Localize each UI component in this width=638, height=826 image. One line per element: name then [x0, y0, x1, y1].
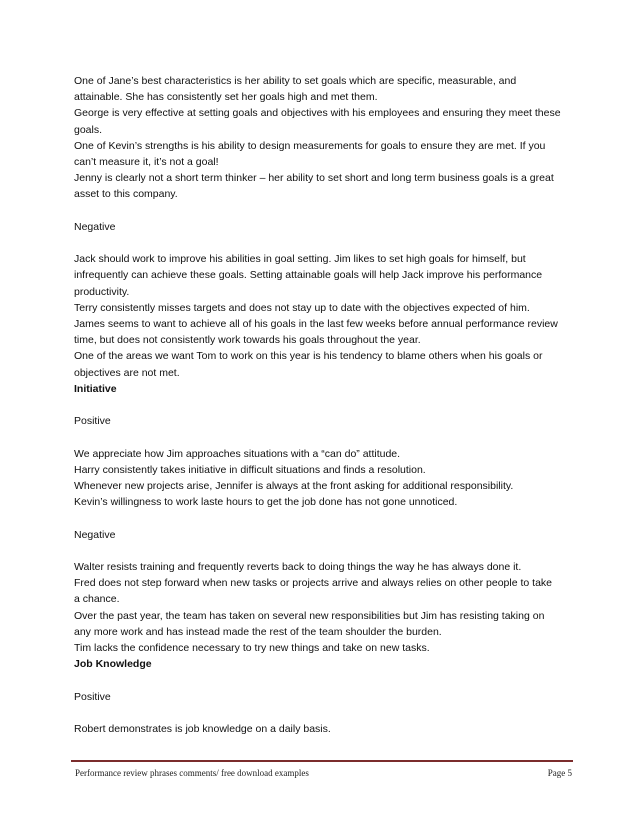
- blank-line: [74, 672, 574, 688]
- text-line: One of the areas we want Tom to work on this year is his tendency to blame others when his goals or: [74, 350, 543, 363]
- page-number: Page 5: [547, 768, 572, 778]
- text-line: Robert demonstrates is job knowledge on a daily basis.: [74, 723, 331, 735]
- text-line: objectives are not met.: [74, 366, 180, 379]
- blank-line: [74, 543, 574, 559]
- subheading-positive: Positive: [74, 415, 111, 428]
- text-line: Kevin’s willingness to work laste hours to get the job done has not gone unnoticed.: [74, 496, 458, 509]
- subheading-negative: Negative: [74, 220, 116, 233]
- blank-line: [74, 203, 574, 219]
- subheading-negative: Negative: [74, 528, 116, 541]
- blank-line: [74, 429, 574, 445]
- blank-line: [74, 705, 574, 721]
- blank-line: [74, 510, 574, 526]
- blank-line: [74, 235, 574, 251]
- text-line: George is very effective at setting goals and objectives with his employees and ensuring they meet these: [74, 107, 561, 120]
- text-line: One of Kevin’s strengths is his ability to design measurements for goals to ensure they are met. If you: [74, 139, 546, 152]
- text-line: Terry consistently misses targets and does not stay up to date with the objectives expected of him.: [74, 301, 530, 314]
- footer-title: Performance review phrases comments/ free download examples: [75, 768, 309, 778]
- section-heading-initiative: Initiative: [74, 382, 117, 395]
- text-line: attainable. She has consistently set her goals high and met them.: [74, 91, 378, 104]
- text-line: Fred does not step forward when new tasks or projects arrive and always relies on other people to take: [74, 577, 553, 590]
- text-line: One of Jane’s best characteristics is her ability to set goals which are specific, measurable, and: [74, 75, 517, 87]
- text-line: goals.: [74, 123, 103, 136]
- text-line: any more work and has instead made the rest of the team shoulder the burden.: [74, 625, 442, 638]
- blank-line: [74, 397, 574, 413]
- page-body: [74, 73, 574, 737]
- text-line: can’t measure it, it’s not a goal!: [74, 156, 219, 169]
- text-line: Harry consistently takes initiative in difficult situations and finds a resolution.: [74, 463, 426, 476]
- text-line: Tim lacks the confidence necessary to try new things and take on new tasks.: [74, 642, 430, 655]
- subheading-positive: Positive: [74, 690, 111, 703]
- text-line: a chance.: [74, 593, 120, 606]
- text-line: We appreciate how Jim approaches situations with a “can do” attitude.: [74, 447, 401, 460]
- text-line: Over the past year, the team has taken on several new responsibilities but Jim has resisting taking on: [74, 609, 545, 622]
- text-line: productivity.: [74, 285, 130, 298]
- text-line: Whenever new projects arise, Jennifer is always at the front asking for additional responsibility.: [74, 480, 514, 493]
- text-line: James seems to want to achieve all of his goals in the last few weeks before annual performance review: [74, 318, 558, 331]
- text-line: Jack should work to improve his abilities in goal setting. Jim likes to set high goals for himself, but: [74, 253, 526, 266]
- text-line: asset to this company.: [74, 188, 178, 201]
- section-heading-job-knowledge: Job Knowledge: [74, 658, 152, 671]
- text-line: time, but does not consistently work towards his goals throughout the year.: [74, 334, 421, 347]
- text-line: infrequently can achieve these goals. Setting attainable goals will help Jack improve his performance: [74, 269, 543, 282]
- footer-divider: [71, 760, 573, 762]
- text-line: Jenny is clearly not a short term thinker – her ability to set short and long term business goals is a great: [74, 172, 554, 185]
- text-line: Walter resists training and frequently reverts back to doing things the way he has always done it.: [74, 561, 522, 573]
